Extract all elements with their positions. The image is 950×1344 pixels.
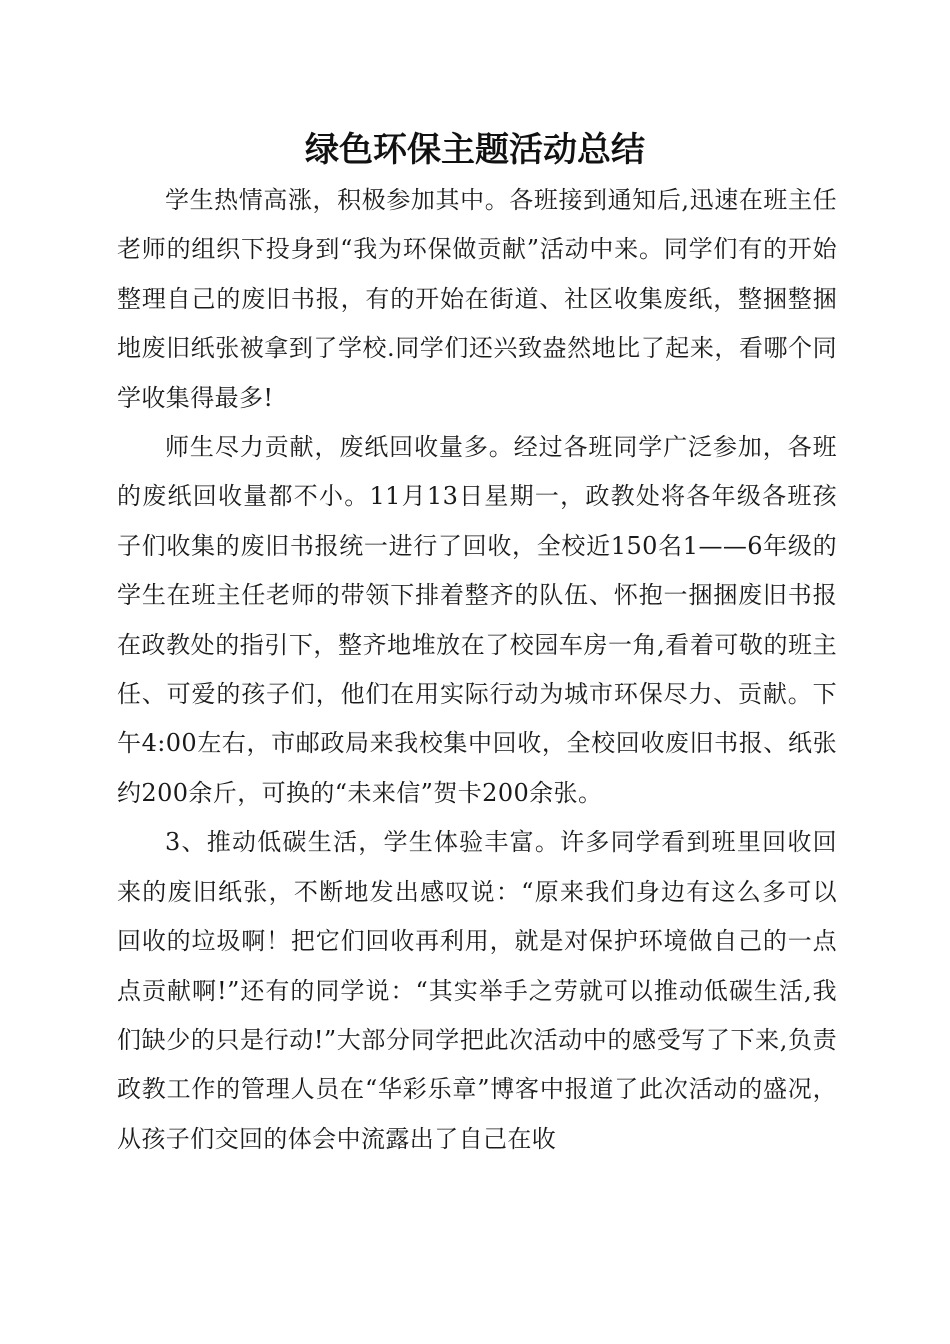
document-title: 绿色环保主题活动总结	[305, 130, 645, 170]
paragraph-1: 学生热情高涨，积极参加其中。各班接到通知后,迅速在班主任老师的组织下投身到“我为环保做贡献”活动中来。同学们有的开始整理自己的废旧书报，有的开始在街道、社区收集废纸，整捆整捆地废旧纸张被拿到了学校.同学们还兴致盎然地比了起来，看哪个同学收集得最多!	[117, 186, 837, 412]
paragraph-3: 3、推动低碳生活，学生体验丰富。许多同学看到班里回收回来的废旧纸张，不断地发出感叹说：“原来我们身边有这么多可以回收的垃圾啊！把它们回收再利用，就是对保护环境做自己的一点点贡献啊!”还有的同学说：“其实举手之劳就可以推动低碳生活,我们缺少的只是行动!”大部分同学把此次活动中的感受写了下来,负责政教工作的管理人员在“华彩乐章”博客中报道了此次活动的盛况，从孩子们交回的体会中流露出了自己在收	[117, 828, 837, 1153]
paragraph-2: 师生尽力贡献，废纸回收量多。经过各班同学广泛参加，各班的废纸回收量都不小。11月13日星期一，政教处将各年级各班孩子们收集的废旧书报统一进行了回收，全校近150名1——6年级的学生在班主任老师的带领下排着整齐的队伍、怀抱一捆捆废旧书报在政教处的指引下，整齐地堆放在了校园车房一角,看着可敬的班主任、可爱的孩子们，他们在用实际行动为城市环保尽力、贡献。下午4:00左右，市邮政局来我校集中回收，全校回收废旧书报、纸张约200余斤，可换的“未来信”贺卡200余张。	[117, 433, 837, 807]
document-body	[117, 176, 837, 1164]
